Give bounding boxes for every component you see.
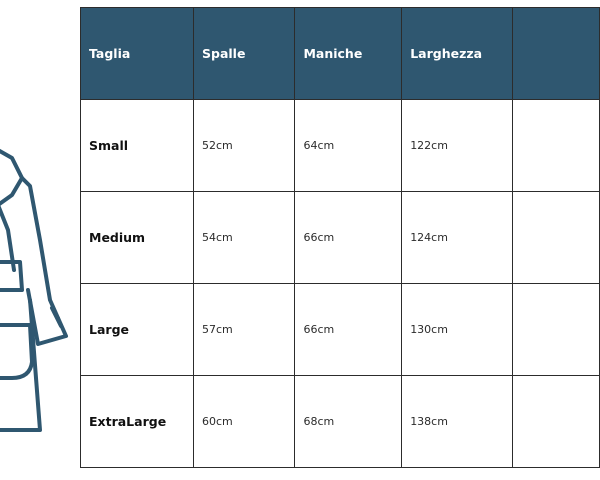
cut-off-cell xyxy=(513,376,600,468)
header-cut-off xyxy=(513,8,600,100)
size-cell: Small xyxy=(81,100,194,192)
cut-off-cell xyxy=(513,284,600,376)
header-size: Taglia xyxy=(81,8,194,100)
header-shoulders: Spalle xyxy=(194,8,295,100)
shoulders-cell: 54cm xyxy=(194,192,295,284)
table-header-row xyxy=(81,8,600,100)
shoulders-cell: 60cm xyxy=(194,376,295,468)
width-cell: 138cm xyxy=(402,376,513,468)
cut-off-cell xyxy=(513,100,600,192)
sleeves-cell: 64cm xyxy=(295,100,402,192)
shoulders-cell: 52cm xyxy=(194,100,295,192)
header-width: Larghezza xyxy=(402,8,513,100)
table-row xyxy=(81,284,600,376)
table-row xyxy=(81,100,600,192)
table-row xyxy=(81,376,600,468)
sleeves-cell: 66cm xyxy=(295,284,402,376)
cut-off-cell xyxy=(513,192,600,284)
shoulders-cell: 57cm xyxy=(194,284,295,376)
size-cell: ExtraLarge xyxy=(81,376,194,468)
width-cell: 122cm xyxy=(402,100,513,192)
header-sleeves: Maniche xyxy=(295,8,402,100)
sleeves-cell: 66cm xyxy=(295,192,402,284)
bathrobe-icon xyxy=(0,0,80,480)
size-cell: Medium xyxy=(81,192,194,284)
width-cell: 130cm xyxy=(402,284,513,376)
table-row xyxy=(81,192,600,284)
size-table xyxy=(80,7,600,468)
sleeves-cell: 68cm xyxy=(295,376,402,468)
width-cell: 124cm xyxy=(402,192,513,284)
size-cell: Large xyxy=(81,284,194,376)
